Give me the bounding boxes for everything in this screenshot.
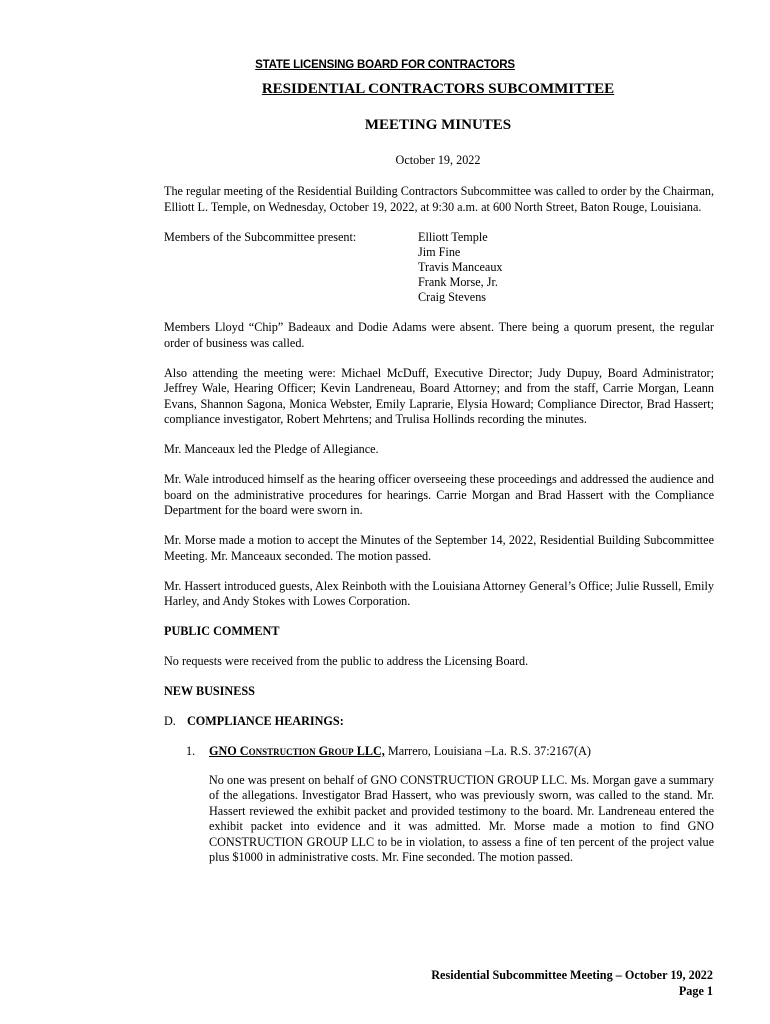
- page-number: Page 1: [678, 984, 713, 998]
- member-name: Craig Stevens: [418, 290, 487, 305]
- company-name: GNO Construction Group LLC,: [209, 744, 385, 759]
- document-body: [164, 184, 714, 880]
- section-number: D.: [164, 714, 176, 729]
- members-present: [164, 230, 714, 306]
- attending-paragraph: Also attending the meeting were: Michael McDuff, Executive Director; Judy Dupuy, Board Administrator; Jeffrey Wale, Hearing Officer; Kevin Landreneau, Board Attorney; and from the staff, Carrie Morgan, Leann Evans, Shannon Sagona, Monica Webster, Emily Laprarie, Elysia Howard; Compliance Director, Brad Hassert; compliance investigator, Robert Mehrtens; and Trulisa Hollinds recording the minutes.: [164, 365, 714, 427]
- hearing-officer-paragraph: Mr. Wale introduced himself as the hearing officer overseeing these proceedings and addressed the audience and board on the administrative procedures for hearings. Carrie Morgan and Brad Hassert with the Compliance Department for the board were sworn in.: [164, 472, 714, 518]
- guests-paragraph: Mr. Hassert introduced guests, Alex Reinboth with the Louisiana Attorney General’s Office; Julie Russell, Emily Harley, and Andy Stokes with Lowes Corporation.: [164, 578, 714, 609]
- hearing-item: [164, 744, 714, 760]
- footer-meeting: Residential Subcommittee Meeting – October 19, 2022: [431, 968, 713, 982]
- minutes-motion-paragraph: Mr. Morse made a motion to accept the Minutes of the September 14, 2022, Residential Building Subcommittee Meeting. Mr. Manceaux seconded. The motion passed.: [164, 533, 714, 563]
- pledge-paragraph: Mr. Manceaux led the Pledge of Allegiance.: [164, 442, 379, 457]
- member-name: Travis Manceaux: [418, 259, 503, 274]
- committee-name: RESIDENTIAL CONTRACTORS SUBCOMMITTEE: [261, 81, 615, 97]
- members-list: [418, 230, 503, 306]
- item-number: 1.: [186, 744, 196, 759]
- section-title: COMPLIANCE HEARINGS:: [187, 714, 344, 729]
- agency-name: STATE LICENSING BOARD FOR CONTRACTORS: [255, 59, 515, 71]
- new-business-heading: NEW BUSINESS: [164, 684, 255, 699]
- intro-paragraph: The regular meeting of the Residential Building Contractors Subcommittee was called to order by the Chairman, Elliott L. Temple, on Wednesday, October 19, 2022, at 9:30 a.m. at 600 North Street, Baton Rouge, Louisiana.: [164, 184, 714, 214]
- absent-paragraph: Members Lloyd “Chip” Badeaux and Dodie Adams were absent. There being a quorum present, the regular order of business was called.: [164, 320, 714, 350]
- compliance-hearings-heading: [164, 714, 714, 730]
- public-comment-heading: PUBLIC COMMENT: [164, 624, 280, 639]
- hearing-item-text: No one was present on behalf of GNO CONSTRUCTION GROUP LLC. Ms. Morgan gave a summary of the allegations. Investigator Brad Hassert, who was previously sworn, was called to the stand. Mr. Hassert reviewed the exhibit packet and provided testimony to the board. Mr. Landreneau entered the exhibit packet into evidence and it was admitted. Mr. Morse made a motion to find GNO CONSTRUCTION GROUP LLC to be in violation, to assess a fine of ten percent of the project value plus $1000 in administrative costs. Mr. Fine seconded. The motion passed.: [209, 772, 714, 865]
- members-label: Members of the Subcommittee present:: [164, 229, 357, 244]
- member-name: Elliott Temple: [418, 229, 488, 244]
- meeting-date: October 19, 2022: [395, 153, 481, 167]
- public-comment-text: No requests were received from the public to address the Licensing Board.: [164, 654, 529, 669]
- page-footer: [431, 967, 713, 999]
- member-name: Frank Morse, Jr.: [418, 275, 498, 290]
- member-name: Jim Fine: [418, 244, 461, 259]
- item-detail: Marrero, Louisiana –La. R.S. 37:2167(A): [387, 744, 591, 759]
- document-title: MEETING MINUTES: [364, 117, 512, 133]
